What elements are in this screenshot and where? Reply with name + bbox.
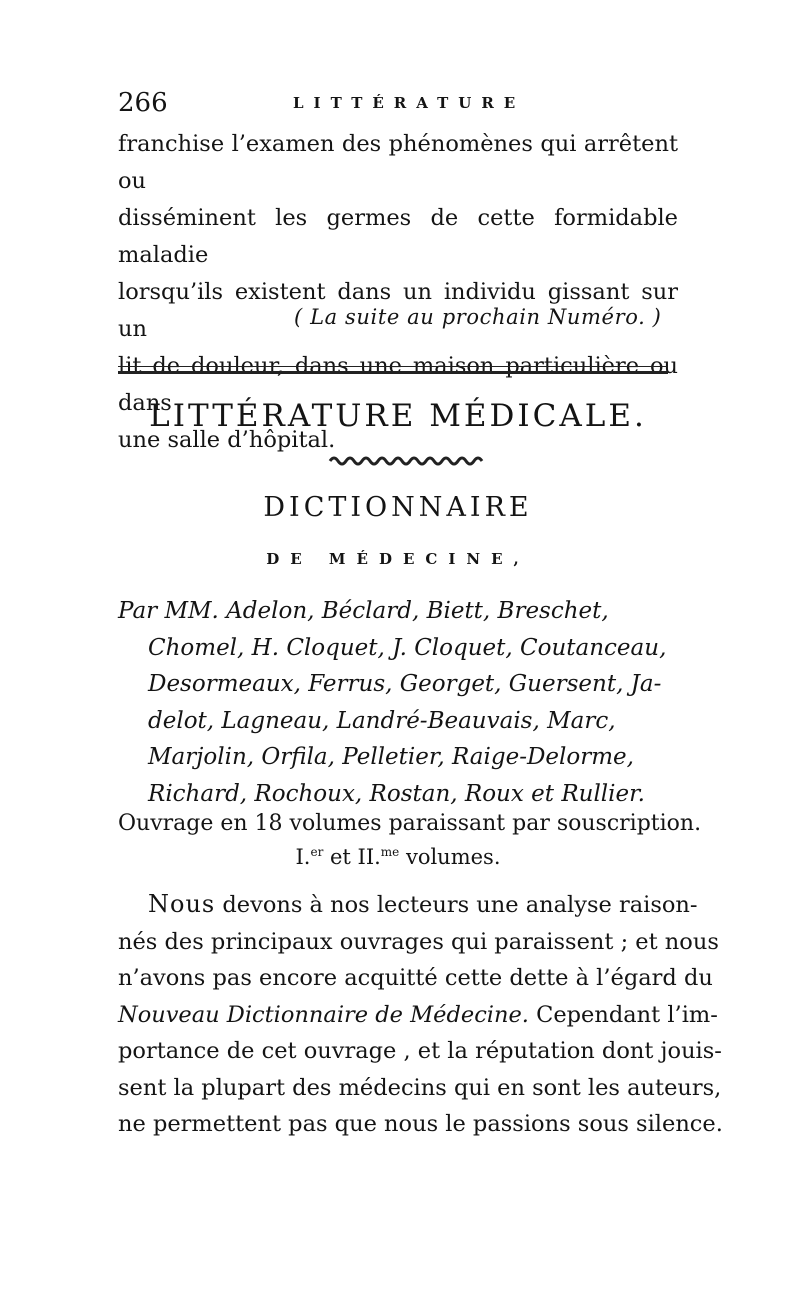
text-line: Nouveau Dictionnaire de Médecine. Cependant l’im- [118,1001,718,1028]
authors-line: Richard, Rochoux, Rostan, Roux et Rullier. [148,780,645,807]
volumes-note: I.$^{er}$ et II.$^{me}$ volumes. [295,845,501,869]
page-number: 266 [118,88,168,118]
section-divider-thin [118,366,668,367]
section-title: LITTÉRATURE MÉDICALE. [149,398,647,434]
authors-list [118,593,678,812]
text-line: nés des principaux ouvrages qui paraissent ; et nous [118,928,719,955]
text-line: lit de douleur, dans une maison particulière ou dans [118,353,678,416]
text-line: n’avons pas encore acquitté cette dette à l’égard du [118,965,713,991]
authors-line: Chomel, H. Cloquet, J. Cloquet, Coutanceau, [148,634,667,661]
text-line: sent la plupart des médecins qui en sont les auteurs, [118,1074,722,1101]
lead-word: Nous [148,890,216,918]
text-line: franchise l’examen des phénomènes qui arrêtent ou [118,131,678,194]
authors-line: delot, Lagneau, Landré-Beauvais, Marc, [148,707,616,734]
text-line: une salle d’hôpital. [118,427,336,453]
running-title: LITTÉRATURE [293,94,526,112]
text-line: disséminent les germes de cette formidable maladie [118,205,678,268]
text-line: lorsqu’ils existent dans un individu gissant sur un [118,279,678,342]
text-line: Nous devons à nos lecteurs une analyse raison- [148,890,698,918]
article-title: DICTIONNAIRE [263,492,533,523]
publication-note: Ouvrage en 18 volumes paraissant par souscription. [118,811,702,836]
review-paragraph [118,886,723,1143]
to-be-continued-note: ( La suite au prochain Numéro. ) [294,305,662,329]
text-line: portance de cet ouvrage , et la réputation dont jouis- [118,1038,722,1064]
wavy-ornament [328,454,484,468]
page-header [118,88,678,128]
work-title: Nouveau Dictionnaire de Médecine. [118,1001,529,1028]
text-line: ne permettent pas que nous le passions sous silence. [118,1111,723,1137]
authors-line: Par MM. Adelon, Béclard, Biett, Breschet, [118,598,609,624]
authors-line: Marjolin, Orfila, Pelletier, Raige-Delorme, [148,744,634,770]
article-subtitle: DE MÉDECINE, [266,550,530,568]
authors-line: Desormeaux, Ferrus, Georget, Guersent, Ja- [148,671,662,697]
section-divider-thick [118,371,668,374]
